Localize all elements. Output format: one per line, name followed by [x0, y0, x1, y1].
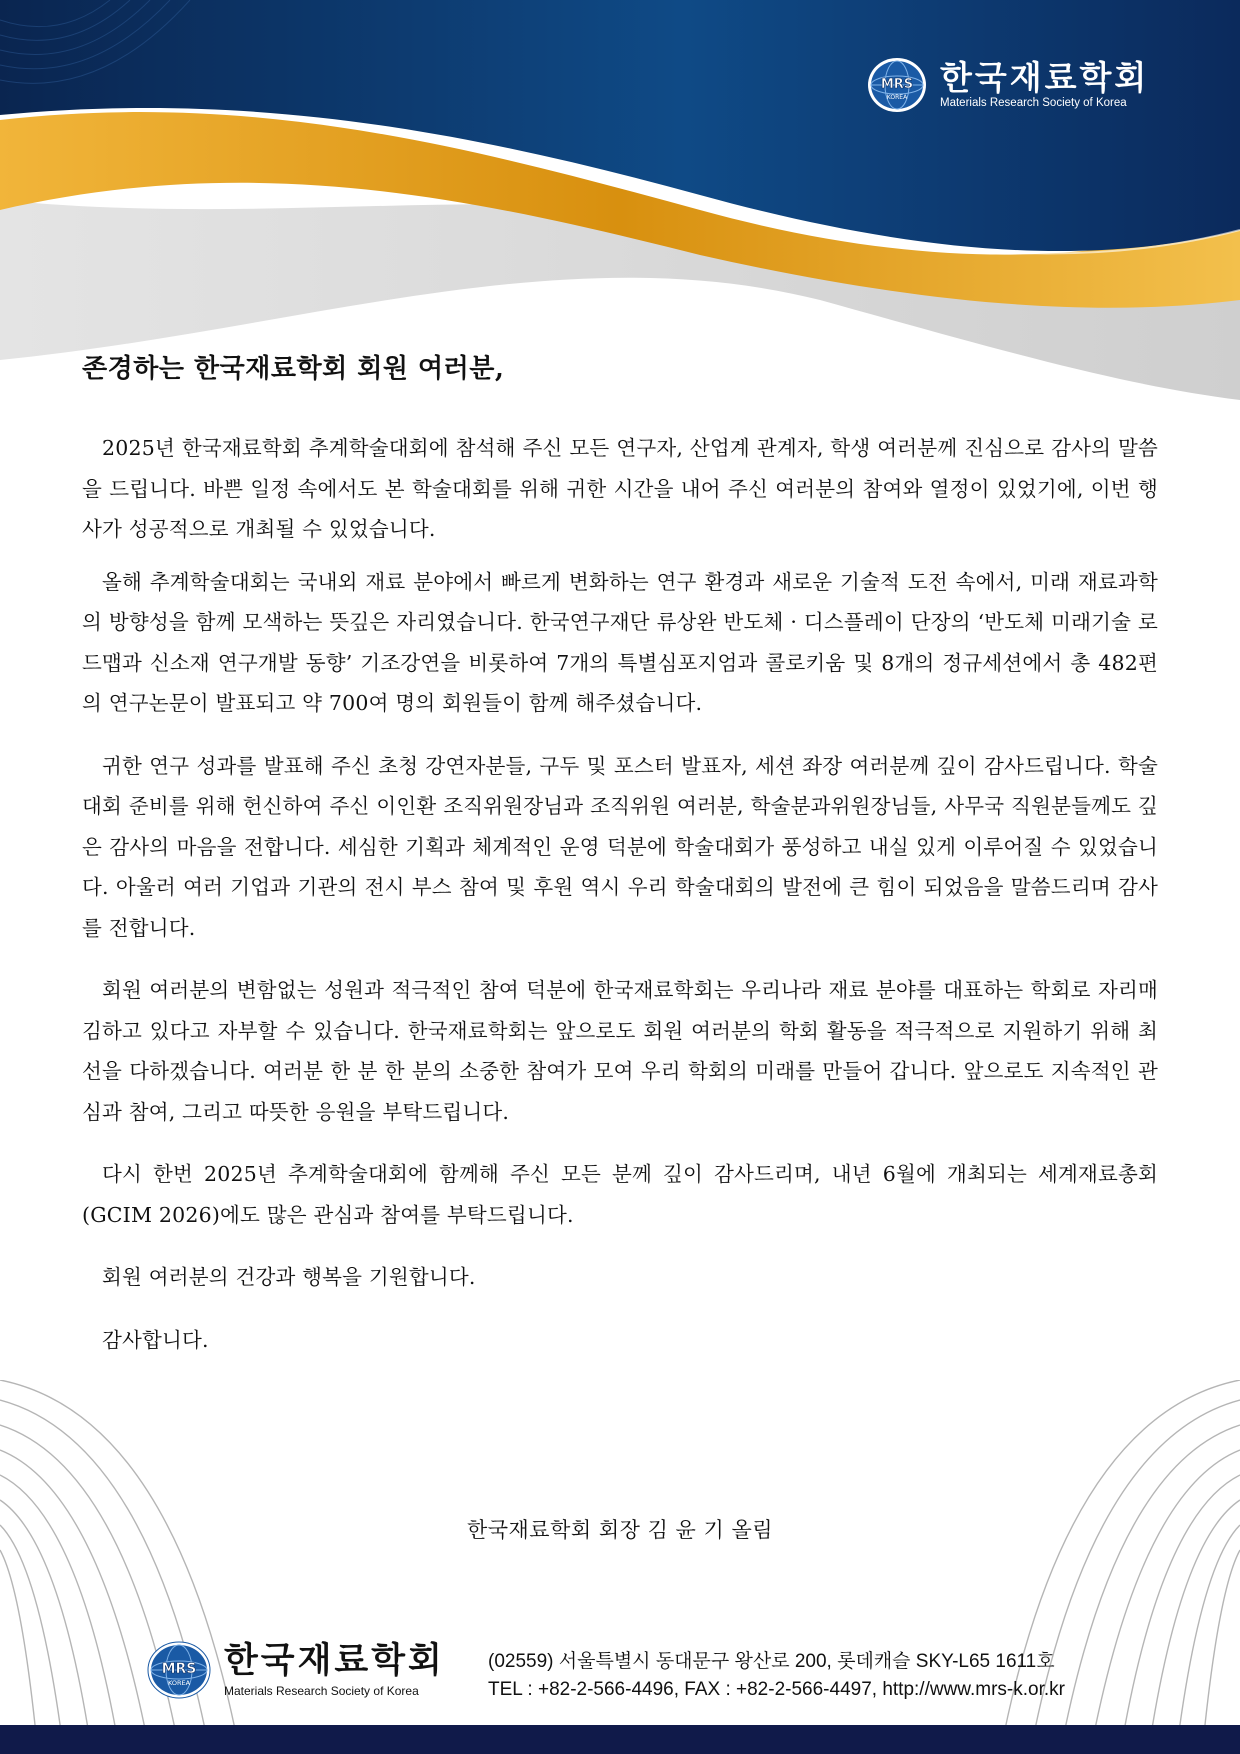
paragraph-conference-summary: 올해 추계학술대회는 국내외 재료 분야에서 빠르게 변화하는 연구 환경과 새로운 기술적 도전 속에서, 미래 재료과학의 방향성을 함께 모색하는 뜻깊은 자리였습니다. 한국연구재단 류상완 반도체 · 디스플레이 단장의 ‘반도체 미래기술 로드맵과 신소재 연구개발 동향’ 기조강연을 비롯하여 7개의 특별심포지엄과 콜로키움 및 8개의 정규세션에서 총 482편의 연구논문이 발표되고 약 700여 명의 회원들이 함께 해주셨습니다. — [82, 569, 1158, 715]
paragraph-acknowledgements: 귀한 연구 성과를 발표해 주신 초청 강연자분들, 구두 및 포스터 발표자, 세션 좌장 여러분께 깊이 감사드립니다. 학술대회 준비를 위해 헌신하여 주신 이인환 조직위원장님과 조직위원 여러분, 학술분과위원장님들, 사무국 직원분들께도 깊은 감사의 마음을 전합니다. 세심한 기획과 체계적인 운영 덕분에 학술대회가 풍성하고 내실 있게 이루어질 수 있었습니다. 아울러 여러 기업과 기관의 전시 부스 참여 및 후원 역시 우리 학술대회의 발전에 큰 힘이 되었음을 말씀드리며 감사를 전합니다. — [82, 753, 1158, 940]
paragraph-members: 회원 여러분의 변함없는 성원과 적극적인 참여 덕분에 한국재료학회는 우리나라 재료 분야를 대표하는 학회로 자리매김하고 있다고 자부할 수 있습니다. 한국재료학회는 앞으로도 회원 여러분의 학회 활동을 적극적으로 지원하기 위해 최선을 다하겠습니다. 여러분 한 분 한 분의 소중한 참여가 모여 우리 학회의 미래를 만들어 갑니다. 앞으로도 지속적인 관심과 참여, 그리고 따뜻한 응원을 부탁드립니다. — [82, 978, 1158, 1124]
footer-contact — [488, 1648, 1065, 1704]
footer-logo-name-kor: 한국재료학회 — [224, 1640, 445, 1681]
header-logo — [866, 56, 1149, 114]
mrs-emblem-icon — [866, 56, 928, 114]
signature: 한국재료학회 회장 김 윤 기 올림 — [466, 1518, 774, 1542]
header-logo-name-kor: 한국재료학회 — [940, 57, 1150, 97]
header-logo-name-eng: Materials Research Society of Korea — [940, 96, 1127, 109]
paragraph-wishes: 회원 여러분의 건강과 행복을 기원합니다. — [102, 1265, 476, 1289]
paragraph-gcim: 다시 한번 2025년 추계학술대회에 함께해 주신 모든 분께 깊이 감사드리며, 내년 6월에 개최되는 세계재료총회(GCIM 2026)에도 많은 관심과 참여를 부탁드립니다. — [82, 1162, 1158, 1227]
salutation: 존경하는 한국재료학회 회원 여러분, — [82, 354, 505, 384]
svg-text:MRS: MRS — [161, 1661, 197, 1677]
header-logo-text — [940, 57, 1150, 110]
bottom-bar — [0, 1725, 1240, 1754]
paragraph-thanks: 2025년 한국재료학회 추계학술대회에 참석해 주신 모든 연구자, 산업계 관계자, 학생 여러분께 진심으로 감사의 말씀을 드립니다. 바쁜 일정 속에서도 본 학술대회를 위해 귀한 시간을 내어 주신 여러분의 참여와 열정이 있었기에, 이번 행사가 성공적으로 개최될 수 있었습니다. — [82, 436, 1158, 541]
mrs-emblem-icon — [146, 1640, 212, 1700]
letter-body — [82, 428, 1158, 1360]
svg-text:KOREA: KOREA — [167, 1679, 191, 1687]
footer-logo — [146, 1640, 445, 1700]
footer-logo-name-eng: Materials Research Society of Korea — [224, 1683, 419, 1698]
svg-text:MRS: MRS — [880, 77, 914, 92]
svg-text:KOREA: KOREA — [886, 94, 908, 101]
footer-logo-text — [224, 1640, 445, 1698]
paragraph-closing: 감사합니다. — [102, 1327, 209, 1352]
footer-address: (02559) 서울특별시 동대문구 왕산로 200, 롯데캐슬 SKY-L65 1611호 — [488, 1651, 1055, 1672]
footer-phone-fax-url: TEL : +82-2-566-4496, FAX : +82-2-566-4497, http://www.mrs-k.or.kr — [488, 1679, 1065, 1700]
